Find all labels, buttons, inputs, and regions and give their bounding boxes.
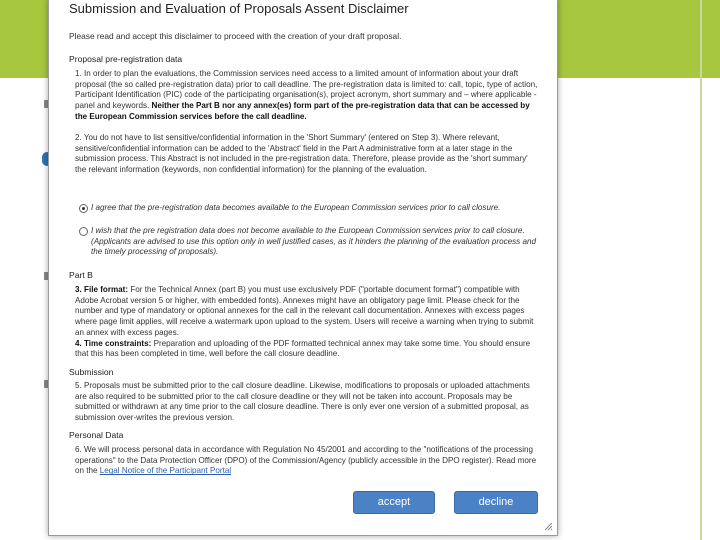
option-agree-label: I agree that the pre-registration data becomes available to the European Commission services prior to call closure.: [91, 203, 501, 212]
section-heading-pre-registration: Proposal pre-registration data: [69, 54, 183, 64]
accept-button[interactable]: accept: [353, 491, 435, 514]
paragraph-1: [75, 69, 539, 123]
option-agree[interactable]: [79, 203, 537, 214]
legal-notice-link[interactable]: Legal Notice of the Participant Portal: [99, 466, 232, 476]
section-heading-personal-data: Personal Data: [69, 430, 124, 440]
paragraph-6: [75, 445, 539, 477]
disclaimer-dialog: [48, 0, 558, 536]
radio-agree[interactable]: [79, 204, 88, 213]
decline-button[interactable]: decline: [454, 491, 538, 514]
dialog-title: Submission and Evaluation of Proposals Assent Disclaimer: [69, 1, 409, 16]
paragraph-1-text: 1. In order to plan the evaluations, the Commission services need access to a limited amount of information about your draft proposal (the so called pre-registration data) prior to call deadline. The pre-registration data is limited to: call, topic, type of action, Participant Identification (PIC) code of the participating organisation(s), project acronym, short summary and – where applicable - panel and keywords.: [75, 69, 538, 111]
paragraph-4-text: Preparation and uploading of the PDF formatted technical annex may take some time. You should ensure that this has been completed in time, well before the call closure deadline.: [75, 338, 531, 359]
resize-grip-icon[interactable]: [543, 521, 553, 531]
radio-disagree[interactable]: [79, 227, 88, 236]
paragraph-2: 2. You do not have to list sensitive/confidential information in the 'Short Summary' (entered on Step 3). Where relevant, sensitive/confidential information can be added to the 'Abstract' field in the Part A administrative form at a later stage in the submission process. This Abstract is not included in the pre-registration data. Therefore, please provide as the 'short summary' the relevant information (keywords, non confidential information) for the planning of the evaluation.: [75, 133, 528, 175]
paragraph-6-text: 6. We will process personal data in accordance with Regulation No 45/2001 and according to the "notifications of the processing operations" to the Data Protection Officer (DPO) of the Commission/Agency (publicly accessible in the DPO register). Read more on the: [75, 445, 537, 476]
paragraph-5: 5. Proposals must be submitted prior to the call closure deadline. Likewise, modifications to proposals or uploaded attachments are also required to be submitted prior to the call closure deadline or they will not be taken into account. Proposals may be submitted or withdrawn at any time prior to the call closure deadline. There is only ever one version of a submitted proposal, as submission over-writes the previous version.: [75, 381, 530, 423]
paragraph-3-text: For the Technical Annex (part B) you must use exclusively PDF ("portable document format") compatible with Adobe Acrobat version 5 or higher, with embedded fonts). Annexes might have an obligatory page limit. Please check for the number and type of mandatory or optional annexes for the call in the relevant call documentation. Annexes with excess pages where page limit applies, will receive a watermark upon upload to the system. Users will receive a warning when trying to submit an annex with excess pages.: [75, 285, 534, 337]
right-rule: [700, 0, 702, 540]
paragraph-1-bold: Neither the Part B nor any annex(es) form part of the pre-registration data that can be accessed by the European Commission services before the call deadline.: [75, 101, 530, 121]
intro-text: Please read and accept this disclaimer to proceed with the creation of your draft proposal.: [69, 31, 402, 41]
option-disagree-label: I wish that the pre registration data does not become available to the European Commission services prior to call closure. (Applicants are advised to use this option only in well justified cases, as it hinders the planning of the evaluation process and the timely processing of proposals).: [91, 226, 536, 257]
paragraph-3: [75, 285, 539, 360]
section-heading-part-b: Part B: [69, 270, 93, 280]
section-heading-submission: Submission: [69, 367, 114, 377]
option-disagree[interactable]: [79, 226, 537, 258]
paragraph-3-label: 3. File format:: [75, 285, 129, 294]
paragraph-4-label: 4. Time constraints:: [75, 338, 152, 348]
